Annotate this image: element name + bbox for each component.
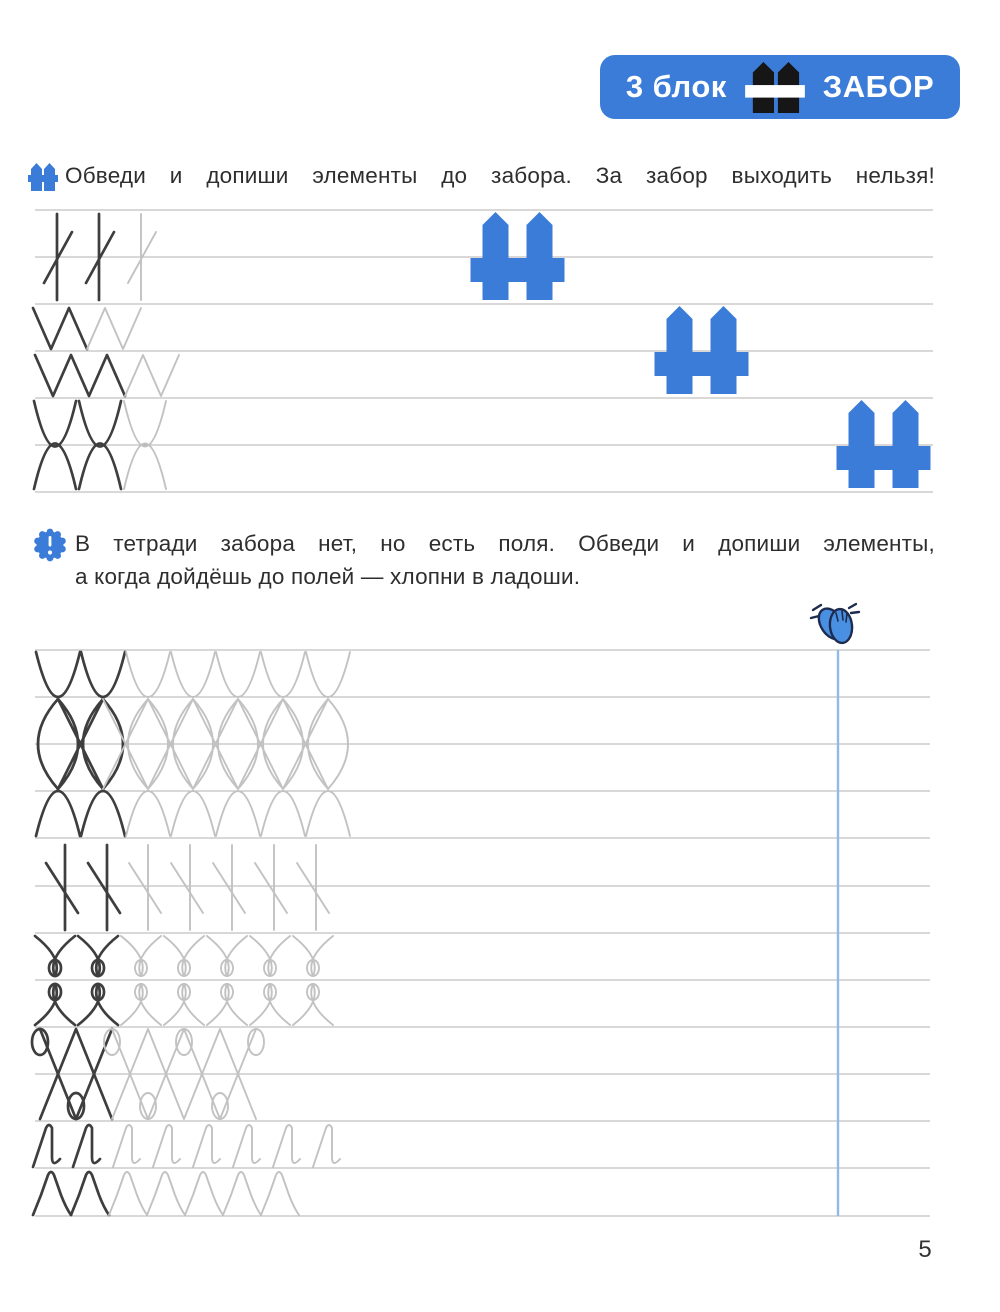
ruled-lines [35, 650, 930, 1216]
badge-title: ЗАБОР [822, 69, 935, 104]
badge-block-label: 3 блок [625, 69, 727, 104]
pattern-rounded-zigzag [33, 1172, 299, 1215]
fence-marker-icon [837, 400, 931, 488]
instruction-fields-line1: В тетради забора нет, но есть поля. Обведи и допиши элементы, [75, 531, 935, 556]
practice-area-1 [33, 210, 933, 492]
instruction-fence: Обведи и допиши элементы до забора. За забор выходить нельзя! [65, 163, 935, 188]
exclamation-badge-icon [33, 528, 67, 562]
pattern-fence-post-stroke-2 [46, 845, 329, 930]
clapping-hands-icon [811, 604, 859, 644]
fence-icon [28, 163, 58, 191]
pattern-rounded-peak-stroke [33, 1125, 340, 1167]
pattern-zigzag-row4 [35, 355, 179, 396]
fence-marker-icon [655, 306, 749, 394]
fence-icon [745, 61, 805, 113]
practice-area-2 [32, 604, 930, 1216]
page-number: 5 [918, 1236, 932, 1263]
fence-marker-icon [471, 212, 565, 300]
pattern-zigzag-row3 [33, 308, 141, 349]
header-badge [600, 55, 960, 119]
instruction-fields [75, 527, 935, 593]
instruction-fields-line2: а когда дойдёшь до полей — хлопни в ладоши. [75, 564, 581, 589]
